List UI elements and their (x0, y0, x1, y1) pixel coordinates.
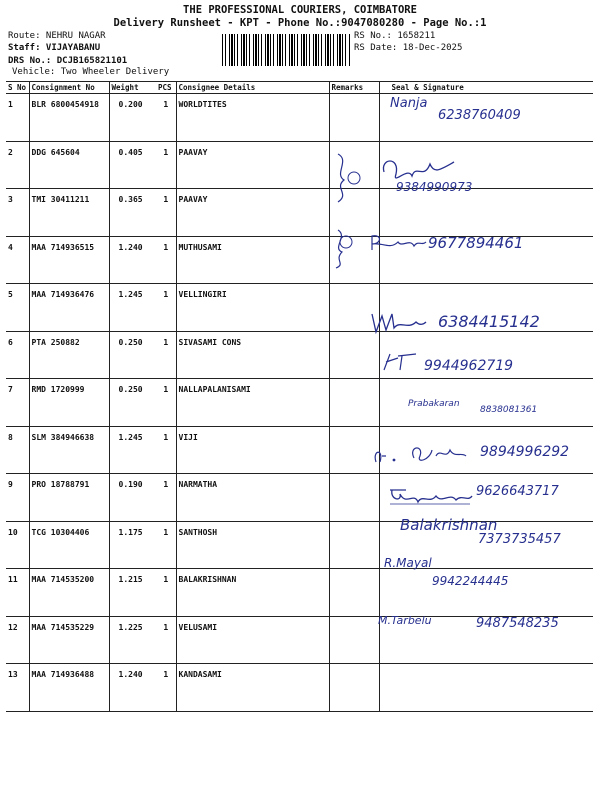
cell-remarks (329, 379, 379, 427)
cell-remarks (329, 474, 379, 522)
cell-remarks (329, 616, 379, 664)
signature-4-phone: 9677894461 (428, 234, 524, 252)
signature-13-phone: 9487548235 (476, 616, 559, 631)
signature-6-icon (368, 308, 428, 336)
cell-consignment: MAA 714535229 (29, 616, 109, 664)
signature-11-phone: 7373735457 (478, 532, 561, 547)
signature-10-phone: 9626643717 (476, 484, 559, 499)
cell-pcs: 1 (156, 616, 176, 664)
cell-weight: 1.240 (109, 664, 156, 712)
cell-weight: 1.215 (109, 569, 156, 617)
cell-weight: 0.250 (109, 331, 156, 379)
col-consignment: Consignment No (29, 82, 109, 94)
cell-consignment: TMI 30411211 (29, 189, 109, 237)
cell-consignee: NALLAPALANISAMI (176, 379, 329, 427)
cell-weight: 1.240 (109, 236, 156, 284)
cell-consignee: VELUSAMI (176, 616, 329, 664)
cell-consignee: VIJI (176, 426, 329, 474)
cell-consignment: SLM 384946638 (29, 426, 109, 474)
cell-sno: 1 (6, 94, 29, 142)
cell-pcs: 1 (156, 569, 176, 617)
cell-consignee: SIVASAMI CONS (176, 331, 329, 379)
cell-consignment: TCG 10304406 (29, 521, 109, 569)
cell-signature (379, 664, 593, 712)
cell-sno: 10 (6, 521, 29, 569)
cell-consignment: PTA 250882 (29, 331, 109, 379)
cell-pcs: 1 (156, 379, 176, 427)
route-label: Route: NEHRU NAGAR (8, 31, 106, 41)
cell-weight: 1.245 (109, 426, 156, 474)
cell-sno: 3 (6, 189, 29, 237)
col-sno: S No (6, 82, 29, 94)
cell-sno: 6 (6, 331, 29, 379)
cell-consignee: KANDASAMI (176, 664, 329, 712)
cell-remarks (329, 331, 379, 379)
signature-8-phone: 8838081361 (480, 405, 538, 415)
vehicle-label: Vehicle: Two Wheeler Delivery (12, 67, 170, 77)
cell-weight: 1.175 (109, 521, 156, 569)
col-signature: Seal & Signature (379, 82, 593, 94)
col-remarks: Remarks (329, 82, 379, 94)
cell-consignment: MAA 714936476 (29, 284, 109, 332)
cell-pcs: 1 (156, 664, 176, 712)
cell-consignment: PRO 18788791 (29, 474, 109, 522)
cell-signature (379, 189, 593, 237)
cell-remarks (329, 664, 379, 712)
signature-7-phone: 9944962719 (424, 358, 514, 374)
cell-consignee: NARMATHA (176, 474, 329, 522)
runsheet-subtitle: Delivery Runsheet - KPT - Phone No.:9047080280 - Page No.:1 (113, 17, 487, 29)
cell-pcs: 1 (156, 474, 176, 522)
table-row (6, 189, 593, 237)
cell-consignee: VELLINGIRI (176, 284, 329, 332)
cell-pcs: 1 (156, 236, 176, 284)
table-row (6, 664, 593, 712)
cell-weight: 1.225 (109, 616, 156, 664)
cell-weight: 0.365 (109, 189, 156, 237)
signature-10-icon (386, 484, 476, 508)
cell-sno: 5 (6, 284, 29, 332)
cell-consignee: MUTHUSAMI (176, 236, 329, 284)
cell-consignment: DDG 645604 (29, 141, 109, 189)
signature-4-icon (368, 232, 428, 254)
cell-sno: 13 (6, 664, 29, 712)
cell-weight: 0.405 (109, 141, 156, 189)
col-pcs: PCS (156, 82, 176, 94)
cell-pcs: 1 (156, 189, 176, 237)
cell-pcs: 1 (156, 521, 176, 569)
cell-consignee: WORLDTITES (176, 94, 329, 142)
signature-9-icon (370, 434, 480, 468)
rs-date: RS Date: 18-Dec-2025 (354, 43, 463, 53)
col-weight: Weight (109, 82, 156, 94)
cell-consignment: MAA 714936488 (29, 664, 109, 712)
cell-consignment: BLR 6800454918 (29, 94, 109, 142)
drs-number: DRS No.: DCJB165821101 (8, 56, 128, 66)
staff-label: Staff: VIJAYABANU (8, 43, 101, 53)
col-consignee: Consignee Details (176, 82, 329, 94)
signature-13: M.Tarbelu (378, 614, 432, 627)
cell-consignment: MAA 714936515 (29, 236, 109, 284)
signature-9-phone: 9894996292 (480, 444, 570, 460)
cell-pcs: 1 (156, 141, 176, 189)
cell-weight: 0.190 (109, 474, 156, 522)
cell-consignee: BALAKRISHNAN (176, 569, 329, 617)
table-row (6, 141, 593, 189)
cell-pcs: 1 (156, 94, 176, 142)
cell-sno: 7 (6, 379, 29, 427)
cell-remarks (329, 569, 379, 617)
signature-7-icon (380, 350, 424, 372)
cell-pcs: 1 (156, 284, 176, 332)
rs-number: RS No.: 1658211 (354, 31, 436, 41)
cell-sno: 11 (6, 569, 29, 617)
cell-weight: 0.250 (109, 379, 156, 427)
cell-consignee: PAAVAY (176, 189, 329, 237)
cell-sno: 8 (6, 426, 29, 474)
cell-weight: 1.245 (109, 284, 156, 332)
cell-sno: 9 (6, 474, 29, 522)
signature-6-phone: 6384415142 (438, 312, 540, 331)
cell-consignee: PAAVAY (176, 141, 329, 189)
signature-8: Prabakaran (408, 399, 460, 409)
cell-consignee: SANTHOSH (176, 521, 329, 569)
company-title: THE PROFESSIONAL COURIERS, COIMBATORE (183, 4, 417, 16)
table-row (6, 379, 593, 427)
cell-sno: 2 (6, 141, 29, 189)
cell-sno: 4 (6, 236, 29, 284)
signature-12: R.Mayal (384, 556, 432, 570)
signature-1: Nanja (390, 96, 428, 111)
signature-1-phone: 6238760409 (438, 108, 521, 123)
barcode-icon (222, 34, 350, 66)
signature-12-phone: 9942244445 (432, 574, 509, 588)
cell-pcs: 1 (156, 426, 176, 474)
table-header-row (6, 82, 593, 94)
cell-sno: 12 (6, 616, 29, 664)
cell-weight: 0.200 (109, 94, 156, 142)
signature-3-phone: 9384990973 (396, 180, 473, 194)
cell-remarks (329, 94, 379, 142)
cell-consignment: MAA 714535200 (29, 569, 109, 617)
signature-11: Balakrishnan (400, 516, 498, 534)
cell-consignment: RMD 1720999 (29, 379, 109, 427)
cell-pcs: 1 (156, 331, 176, 379)
cell-remarks (329, 521, 379, 569)
